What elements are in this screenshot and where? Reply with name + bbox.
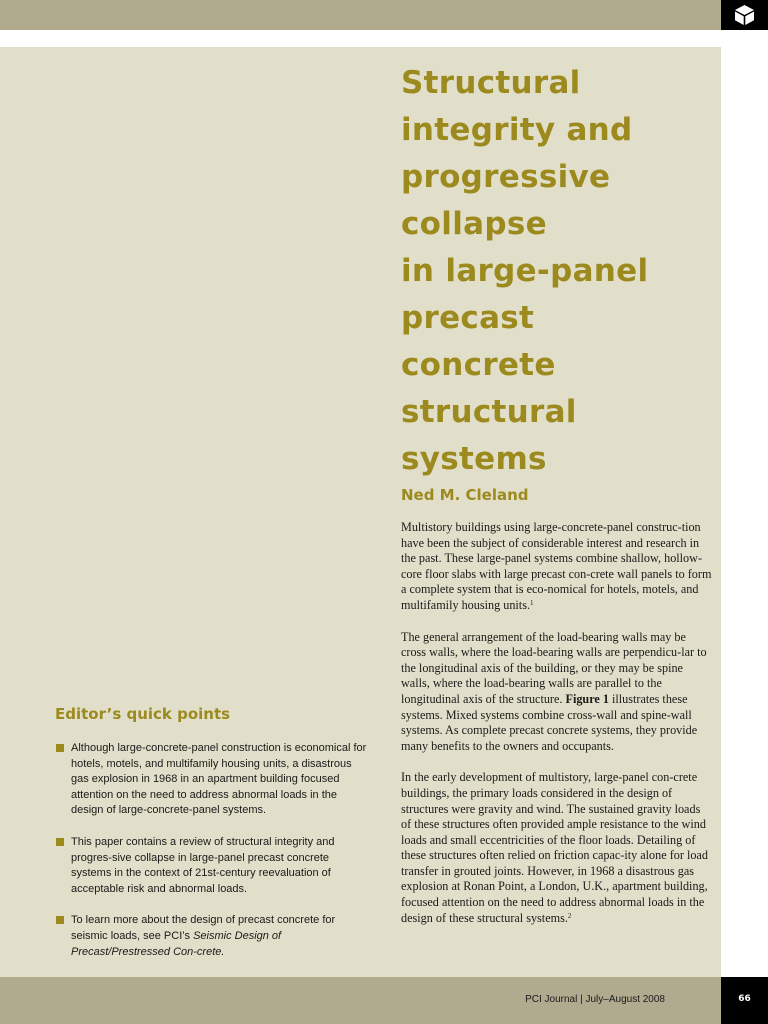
- body-paragraph: [401, 630, 713, 755]
- author-name: Ned M. Cleland: [401, 486, 529, 504]
- figure-reference: Figure 1: [565, 691, 609, 706]
- body-paragraph: [401, 520, 713, 614]
- page-number: 66: [738, 994, 751, 1004]
- paragraph-text: illustrates these systems. Mixed systems combine cross-wall and spine-wall systems. As complete precast concrete systems, they provide many benefits to the owners and occupants.: [401, 691, 698, 753]
- quick-point-item: [55, 835, 370, 897]
- page-number-box: [721, 977, 768, 1024]
- title-line: concrete: [401, 347, 556, 383]
- title-line: progressive: [401, 159, 611, 195]
- square-bullet-icon: [56, 916, 64, 924]
- paragraph-text: The general arrangement of the load-bearing walls may be cross walls, where the load-bearing walls are perpendicu-lar to the longitudinal axis of the building, or they may be spine walls, where the load-bearing walls are parallel to the longitudinal axis of the structure.: [401, 629, 707, 706]
- paragraph-text: In the early development of multistory, large-panel con-crete buildings, the primary loads considered in the design of structures were gravity and wind. The sustained gravity loads of these structures often provided ample resistance to the wind loads and small eccentricities of the floor loads. Detailing of these structures often relied on friction capac-ity alone for load transfer in grouted joints. However, in 1968 a disastrous gas explosion at Ronan Point, a London, U.K., apartment building, focused attention on the need to address abnormal loads in the design of these structural systems.: [401, 770, 708, 925]
- paragraph-text: Multistory buildings using large-concrete-panel construc-tion have been the subject of considerable interest and research in the past. These large-panel systems combine shallow, hollow-core floor slabs with large precast con-crete wall panels to form a complete system that is eco-nomical for hotels, motels, and multifamily housing units.: [401, 520, 712, 612]
- referenced-publication: Seismic Design of Precast/Prestressed Con-crete.: [71, 929, 282, 958]
- title-line: integrity and: [401, 112, 633, 148]
- section-marker: [721, 0, 768, 30]
- title-line: systems: [401, 441, 547, 477]
- reference-superscript: 2: [567, 911, 572, 920]
- title-line: structural: [401, 394, 577, 430]
- title-line: collapse: [401, 206, 547, 242]
- square-bullet-icon: [56, 838, 64, 846]
- quick-point-text: To learn more about the design of precast concrete for seismic loads, see PCI’s: [71, 914, 336, 942]
- journal-citation: PCI Journal | July–August 2008: [525, 994, 665, 1005]
- quick-point-text: This paper contains a review of structural integrity and progres-sive collapse in large-panel precast concrete systems in the context of 21st-century reevaluation of acceptable risk and abnormal loads.: [71, 835, 335, 895]
- body-paragraph: [401, 770, 713, 926]
- quick-point-item: [55, 913, 370, 960]
- quick-point-item: [55, 741, 370, 819]
- title-line: Structural: [401, 65, 581, 101]
- title-line: precast: [401, 300, 535, 336]
- header-bar: [0, 0, 721, 30]
- article-body: [401, 520, 713, 942]
- quick-point-text: Although large-concrete-panel construction is economical for hotels, motels, and multifamily housing units, a disastrous gas explosion in 1968 in an apartment building focused attention on the need to address abnormal loads in the design of large-concrete-panel systems.: [71, 742, 367, 817]
- reference-superscript: 1: [530, 598, 534, 607]
- quick-points-heading: Editor’s quick points: [55, 705, 231, 723]
- square-bullet-icon: [56, 744, 64, 752]
- quick-points-list: [55, 741, 370, 976]
- title-line: in large-panel: [401, 253, 649, 289]
- cube-icon: [734, 4, 755, 26]
- article-title: [401, 60, 721, 483]
